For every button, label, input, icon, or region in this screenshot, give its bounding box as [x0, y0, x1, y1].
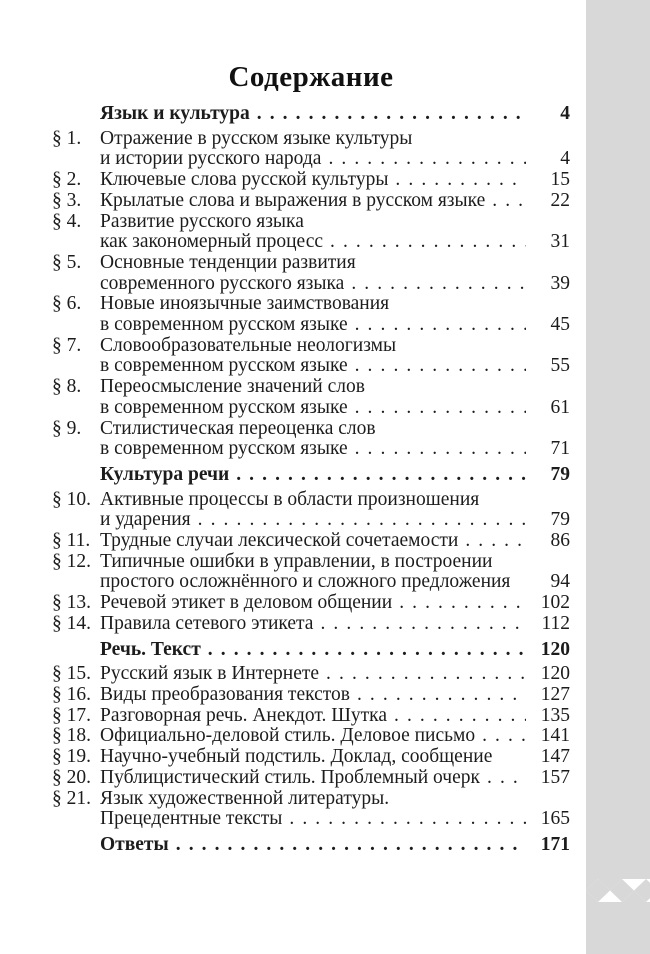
toc-entry-title: Ответы — [100, 834, 169, 855]
toc-entry-title: Правила сетевого этикета — [100, 613, 314, 634]
toc-entry-title: Активные процессы в области произношения — [100, 489, 480, 510]
toc-entry-title: как закономерный процесс — [100, 232, 324, 253]
dot-leader — [289, 809, 526, 830]
toc-entry-title: Ключевые слова русской культуры — [100, 170, 389, 191]
toc-section-heading — [52, 465, 570, 486]
toc-entry-title: в современном русском языке — [100, 439, 348, 460]
paragraph-number: § 4. — [52, 211, 82, 232]
toc-entry-title: Прецедентные тексты — [100, 809, 283, 830]
dot-leader — [257, 104, 526, 125]
toc-entry-page-number: 22 — [550, 190, 570, 211]
page-edge-strip — [586, 0, 650, 954]
toc-entry-page-number: 79 — [550, 464, 570, 485]
toc-entry-title: в современном русском языке — [100, 397, 348, 418]
dot-leader — [465, 531, 526, 552]
paragraph-number: § 1. — [52, 128, 82, 149]
paragraph-number: § 21. — [52, 788, 91, 809]
dot-leader — [492, 191, 526, 212]
toc-entry-title: Основные тенденции развития — [100, 252, 356, 273]
toc-entry-title: Речь. Текст — [100, 639, 201, 660]
paragraph-number: § 3. — [52, 190, 82, 211]
diamond-ornament-icon — [586, 879, 650, 902]
toc-entry-title: Стилистическая переоценка слов — [100, 418, 376, 439]
paragraph-number: § 13. — [52, 593, 91, 614]
toc-row — [52, 768, 570, 789]
dot-leader — [198, 510, 526, 531]
toc-entry-page-number: 45 — [550, 315, 570, 336]
toc-row — [52, 706, 570, 727]
toc-entry-page-number: 71 — [550, 439, 570, 460]
toc-row — [52, 439, 570, 460]
paragraph-number: § 11. — [52, 531, 91, 552]
toc-entry-page-number: 120 — [540, 639, 570, 660]
toc-entry-page-number: 141 — [540, 726, 570, 747]
toc-entry-page-number: 4 — [560, 149, 570, 170]
dot-leader — [355, 315, 526, 336]
dot-leader — [176, 835, 526, 856]
dot-leader — [208, 640, 526, 661]
toc-row — [52, 490, 570, 511]
paragraph-number: § 2. — [52, 170, 82, 191]
toc-row — [52, 253, 570, 274]
toc-row — [52, 552, 570, 573]
toc-entry-title: Переосмысление значений слов — [100, 377, 365, 398]
toc-row — [52, 294, 570, 315]
toc-section-heading — [52, 640, 570, 661]
toc-entry-page-number: 135 — [540, 705, 570, 726]
toc-entry-title: Новые иноязычные заимствования — [100, 294, 390, 315]
paragraph-number: § 18. — [52, 726, 91, 747]
toc-entry-title: Типичные ошибки в управлении, в построении — [100, 551, 493, 572]
dot-leader — [487, 768, 526, 789]
paragraph-number: § 8. — [52, 377, 82, 398]
toc-entry-page-number: 61 — [550, 397, 570, 418]
dot-leader — [357, 685, 526, 706]
toc-entry-page-number: 120 — [540, 664, 570, 685]
page-title: Содержание — [228, 61, 394, 93]
dot-leader — [320, 614, 526, 635]
dot-leader — [328, 149, 526, 170]
toc-entry-page-number: 86 — [550, 531, 570, 552]
dot-leader — [355, 356, 526, 377]
toc-entry-page-number: 79 — [550, 510, 570, 531]
toc-entry-title: Крылатые слова и выражения в русском языке — [100, 190, 486, 211]
toc-entry-page-number: 171 — [540, 834, 570, 855]
toc-row — [52, 809, 570, 830]
dot-leader — [351, 274, 526, 295]
toc-row — [52, 191, 570, 212]
dot-leader — [399, 593, 526, 614]
toc-section-heading — [52, 104, 570, 125]
toc-row — [52, 315, 570, 336]
toc-entry-title: Русский язык в Интернете — [100, 664, 320, 685]
corner-page-number — [104, 877, 622, 898]
toc-entry-title: в современном русском языке — [100, 315, 348, 336]
toc-entry-title: Виды преобразования текстов — [100, 684, 350, 705]
toc-row — [52, 747, 570, 768]
paragraph-number: § 15. — [52, 664, 91, 685]
toc-entry-title: простого осложнённого и сложного предложения — [100, 572, 511, 593]
toc-entry-title: и ударения — [100, 510, 191, 531]
dot-leader — [236, 465, 526, 486]
paragraph-number: § 7. — [52, 335, 82, 356]
toc-row — [52, 356, 570, 377]
toc-row — [52, 377, 570, 398]
dot-leader — [326, 664, 526, 685]
toc-entry-title: Публицистический стиль. Проблемный очерк — [100, 767, 480, 788]
paragraph-number: § 20. — [52, 767, 91, 788]
toc-row — [52, 726, 570, 747]
toc-entry-page-number: 94 — [550, 572, 570, 593]
dot-leader — [394, 706, 526, 727]
toc-row — [52, 664, 570, 685]
toc-entry-title: современного русского языка — [100, 273, 345, 294]
toc-row — [52, 789, 570, 810]
paragraph-number: § 9. — [52, 418, 82, 439]
toc-entry-title: Официально-деловой стиль. Деловое письмо — [100, 726, 476, 747]
toc-row — [52, 531, 570, 552]
toc-row — [52, 685, 570, 706]
dot-leader — [395, 170, 526, 191]
toc-entry-page-number: 31 — [550, 232, 570, 253]
dot-leader — [330, 232, 526, 253]
toc-row — [52, 510, 570, 531]
toc-entry-page-number: 15 — [550, 170, 570, 191]
toc-entry-title: Научно-учебный подстиль. Доклад, сообщение — [100, 747, 493, 768]
toc-entry-page-number: 157 — [540, 767, 570, 788]
paragraph-number: § 10. — [52, 489, 91, 510]
toc-row — [52, 614, 570, 635]
toc-section-heading — [52, 835, 570, 856]
toc-entry-page-number: 112 — [541, 613, 570, 634]
toc-row — [52, 129, 570, 150]
toc-entry-page-number: 4 — [560, 104, 570, 124]
toc-row — [52, 593, 570, 614]
toc-row — [52, 149, 570, 170]
toc-entry-title: Язык художественной литературы. — [100, 788, 390, 809]
toc-entry-title: Словообразовательные неологизмы — [100, 335, 397, 356]
dot-leader — [482, 726, 526, 747]
toc-row — [52, 336, 570, 357]
toc-entry-title: Культура речи — [100, 464, 230, 485]
toc-row — [52, 232, 570, 253]
toc-entry-title: Речевой этикет в деловом общении — [100, 593, 393, 614]
toc-entry-title: Разговорная речь. Анекдот. Шутка — [100, 705, 387, 726]
toc-row — [52, 419, 570, 440]
toc-entry-title: Язык и культура — [100, 104, 250, 124]
toc-entry-page-number: 147 — [540, 747, 570, 768]
toc-row — [52, 572, 570, 593]
paragraph-number: § 16. — [52, 684, 91, 705]
toc-row — [52, 212, 570, 233]
paragraph-number: § 5. — [52, 252, 82, 273]
paragraph-number: § 17. — [52, 705, 91, 726]
toc-row — [52, 274, 570, 295]
dot-leader — [355, 398, 526, 419]
toc-entry-title: Трудные случаи лексической сочетаемости — [100, 531, 459, 552]
toc-entry-page-number: 102 — [540, 593, 570, 614]
toc-entry-page-number: 55 — [550, 356, 570, 377]
toc-entry-title: в современном русском языке — [100, 356, 348, 377]
dot-leader — [355, 439, 526, 460]
paragraph-number: § 19. — [52, 747, 91, 768]
paragraph-number: § 6. — [52, 294, 82, 315]
toc-row — [52, 398, 570, 419]
toc-entry-page-number: 127 — [540, 684, 570, 705]
paragraph-number: § 14. — [52, 613, 91, 634]
toc-entry-title: Развитие русского языка — [100, 211, 304, 232]
toc-row — [52, 170, 570, 191]
paragraph-number: § 12. — [52, 551, 91, 572]
toc-list — [52, 104, 570, 856]
toc-entry-page-number: 165 — [540, 809, 570, 830]
toc-entry-page-number: 39 — [550, 273, 570, 294]
toc-entry-title: Отражение в русском языке культуры — [100, 128, 413, 149]
toc-page-content — [52, 0, 570, 860]
toc-entry-title: и истории русского народа — [100, 149, 322, 170]
